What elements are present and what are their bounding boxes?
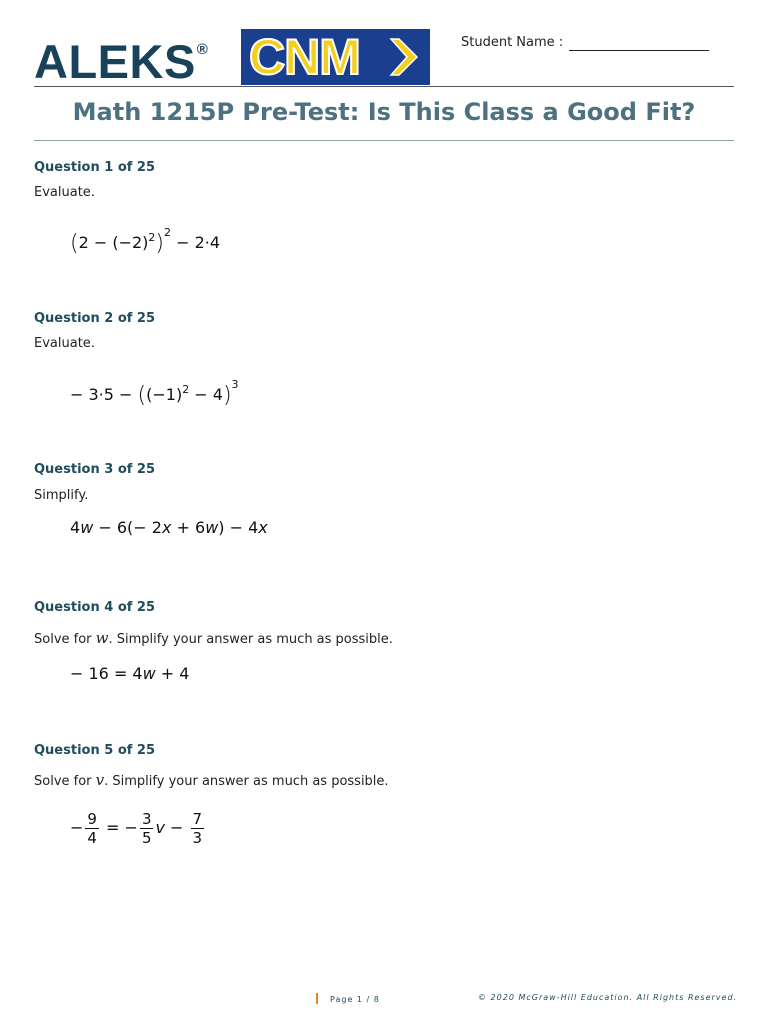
aleks-logo: ALEKS® [34,35,209,88]
copyright-notice: © 2020 McGraw-Hill Education. All Rights Reserved. [478,993,738,1002]
footer-accent-bar [316,993,318,1004]
question-3-heading: Question 3 of 25 [34,462,156,477]
cnm-chevron-icon [241,29,430,85]
fraction-7-3: $\frac{7}{3}$ [192,810,203,847]
question-3-expression: 4w − 6(− 2x + 6w) − 4x [70,518,268,537]
page-number: Page 1 / 8 [330,995,380,1004]
question-4-heading: Question 4 of 25 [34,600,156,615]
question-2-instruction: Evaluate. [34,336,95,351]
registered-mark: ® [196,41,209,58]
title-divider [34,140,734,141]
cnm-logo [241,29,430,85]
fraction-9-4: $\frac{9}{4}$ [87,810,97,847]
question-5-instruction: Solve for v. Simplify your answer as much as possible. [34,771,389,789]
question-2-heading: Question 2 of 25 [34,311,156,326]
question-4-variable: w [95,629,109,647]
student-name-field[interactable] [569,50,709,51]
student-name-label: Student Name : [461,35,564,50]
question-1-heading: Question 1 of 25 [34,160,156,175]
question-5-variable: v [95,771,105,789]
question-1-instruction: Evaluate. [34,185,95,200]
header-divider [34,86,734,87]
question-3-instruction: Simplify. [34,488,89,503]
question-5-heading: Question 5 of 25 [34,743,156,758]
question-1-expression: $(2 - (-2)^2)^2 - 2\cdot 4$ [70,226,221,256]
fraction-3-5: $\frac{3}{5}$ [141,810,152,847]
question-4-instruction: Solve for w. Simplify your answer as much as possible. [34,629,393,647]
cnm-logo-text: CNM [249,29,360,85]
page-title: Math 1215P Pre-Test: Is This Class a Good Fit? [72,98,696,126]
question-5-expression: − $\frac{9}{4}$ = − $\frac{3}{5}$ v − $\frac{7}{3}$ [70,810,203,847]
question-2-expression: − $3\cdot 5 - ((-1)^2 - 4)^3$ [70,378,239,408]
question-4-expression: − 16 = 4w + 4 [70,664,190,683]
